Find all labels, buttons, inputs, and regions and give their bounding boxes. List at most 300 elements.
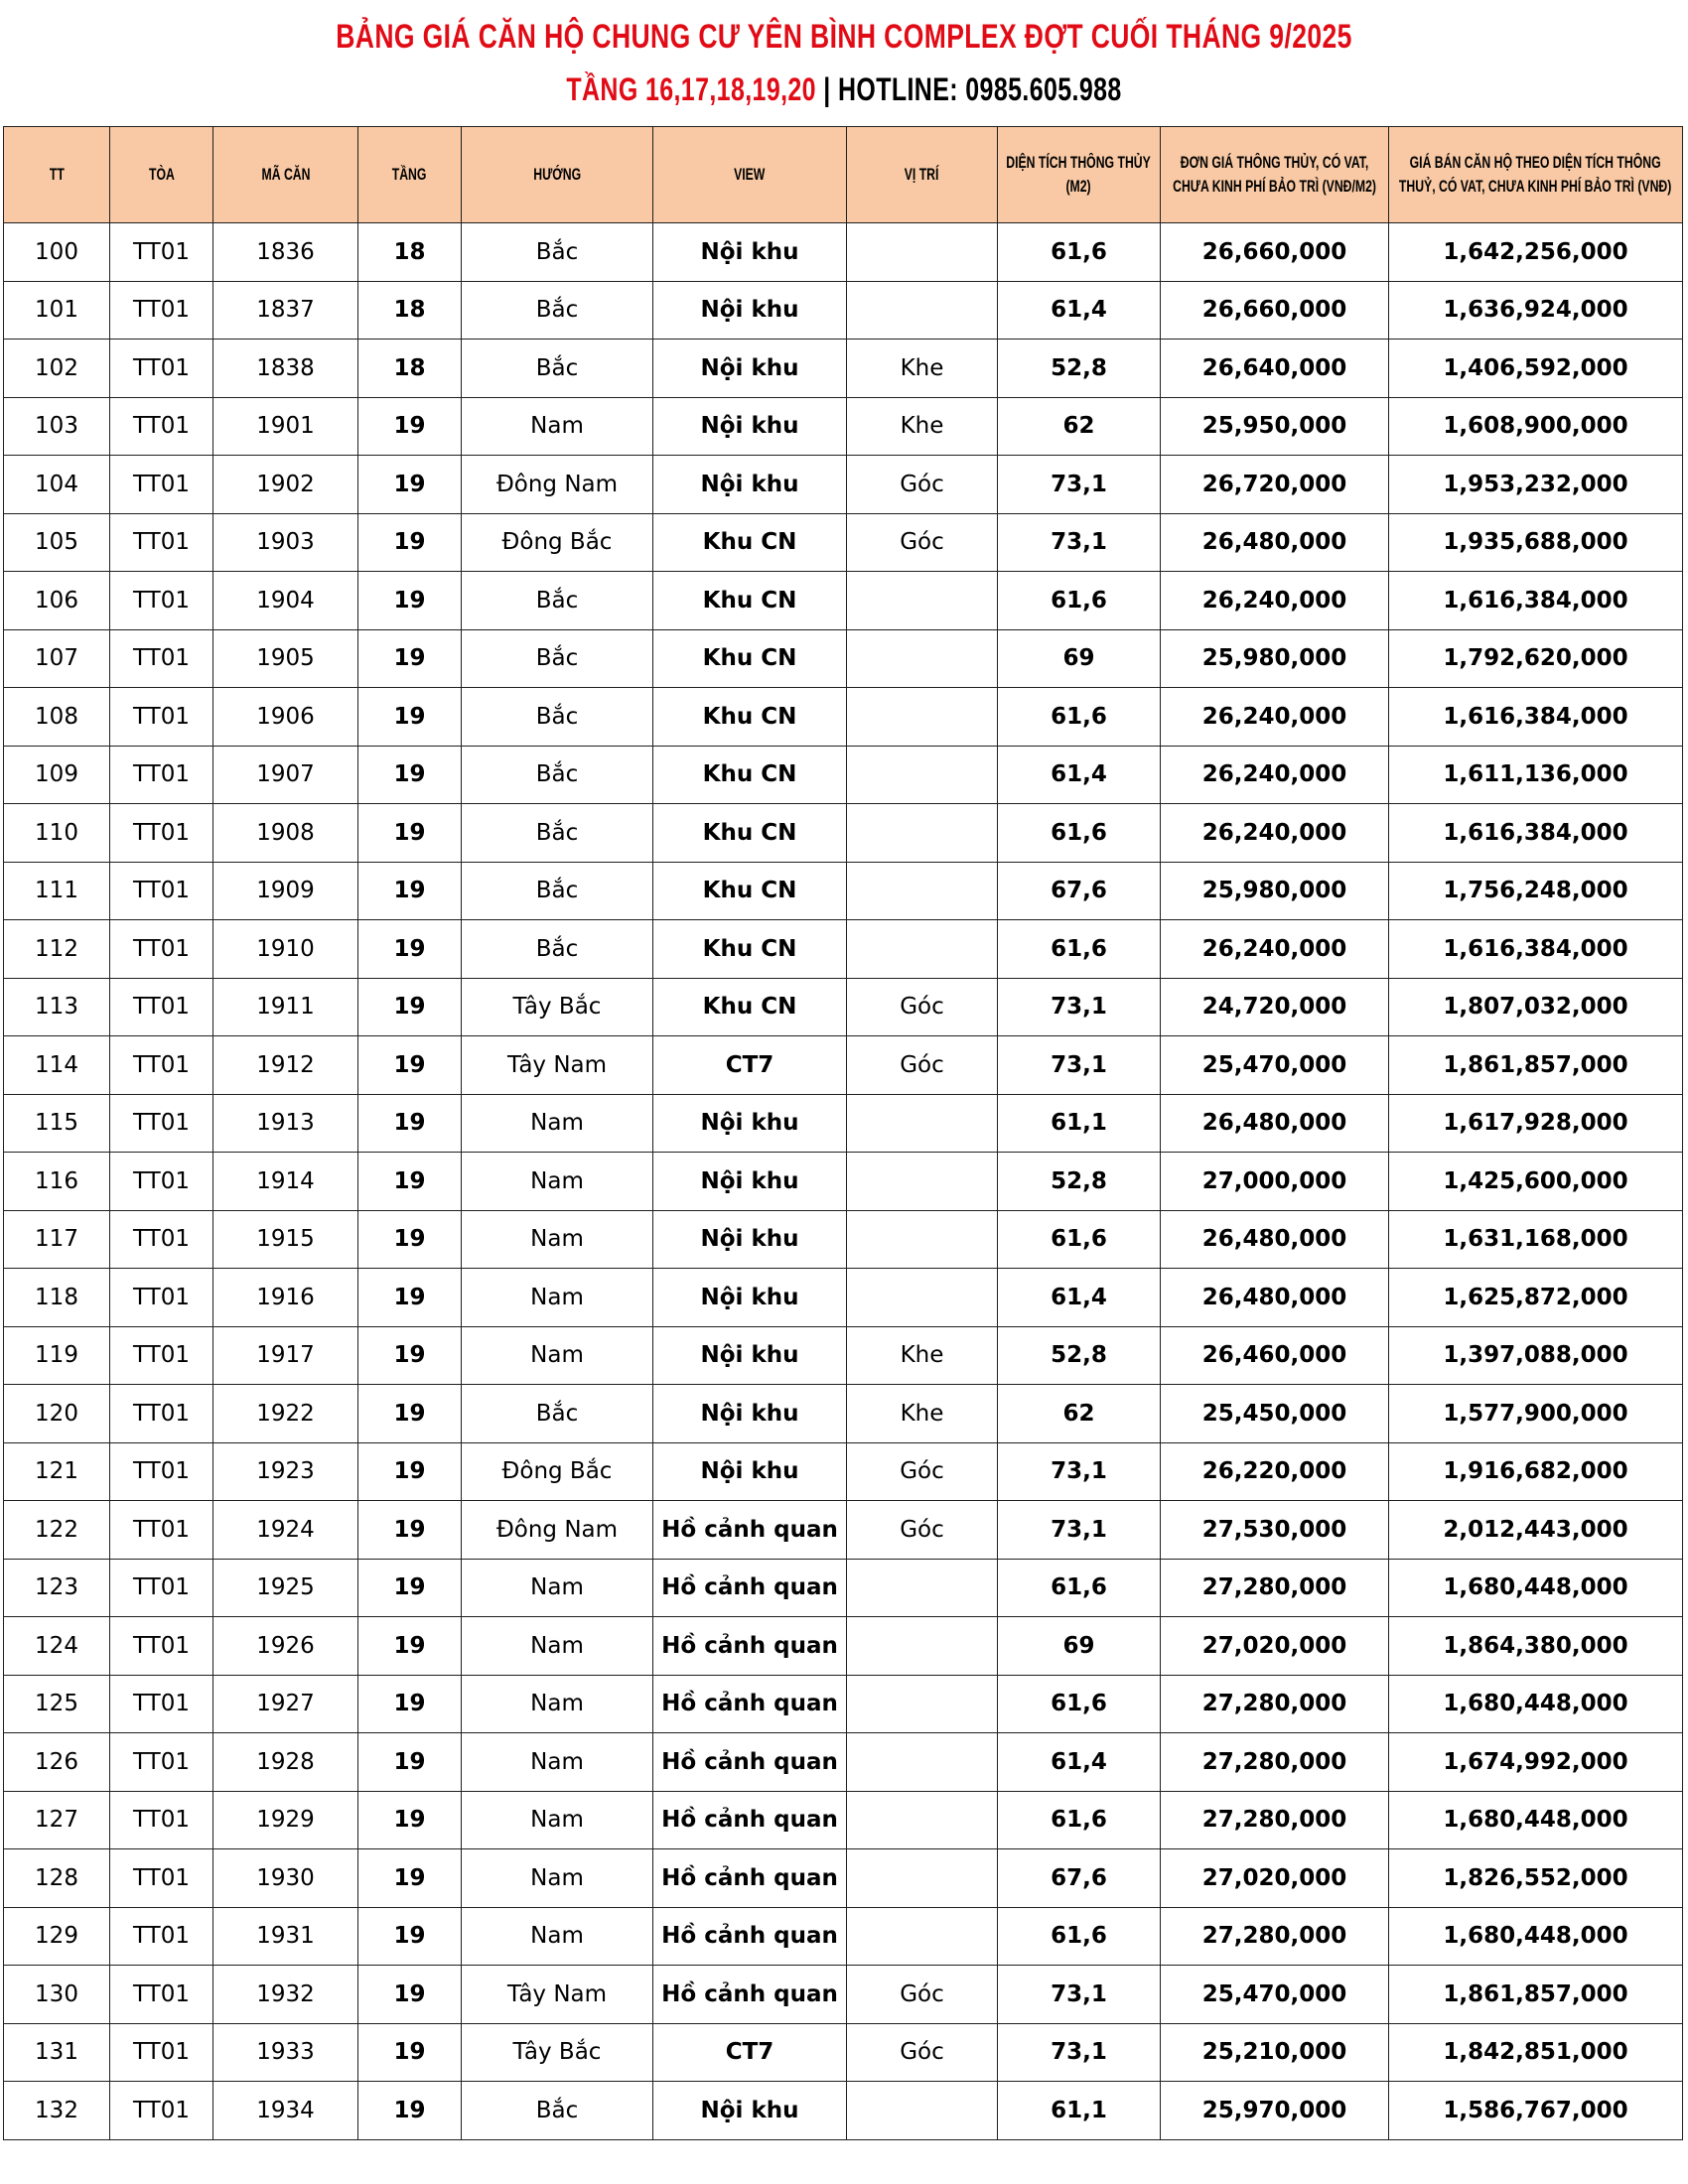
document-subtitle	[186, 71, 1502, 108]
cell-tang: 19	[358, 456, 462, 514]
cell-huong: Bắc	[462, 281, 653, 340]
cell-vi-tri	[847, 862, 998, 920]
cell-view: Nội khu	[653, 281, 847, 340]
cell-gia-ban: 1,953,232,000	[1389, 456, 1683, 514]
cell-dien-tich: 69	[998, 629, 1161, 688]
cell-gia-ban: 1,756,248,000	[1389, 862, 1683, 920]
cell-tt: 130	[4, 1966, 110, 2024]
cell-dien-tich: 73,1	[998, 2023, 1161, 2082]
header-dien-tich: DIỆN TÍCH THÔNG THỦY (M2)	[998, 127, 1161, 223]
cell-view: Hồ cảnh quan	[653, 1907, 847, 1966]
cell-don-gia: 27,280,000	[1161, 1733, 1389, 1792]
cell-huong: Bắc	[462, 920, 653, 979]
cell-dien-tich: 52,8	[998, 340, 1161, 398]
table-row	[4, 1907, 1683, 1966]
cell-ma-can: 1923	[213, 1442, 358, 1501]
cell-tt: 126	[4, 1733, 110, 1792]
cell-don-gia: 26,220,000	[1161, 1442, 1389, 1501]
cell-toa: TT01	[110, 513, 213, 572]
cell-don-gia: 27,280,000	[1161, 1559, 1389, 1617]
cell-vi-tri	[847, 920, 998, 979]
cell-view: Khu CN	[653, 920, 847, 979]
cell-tang: 18	[358, 340, 462, 398]
header-ma-can: MÃ CĂN	[213, 127, 358, 223]
cell-tt: 101	[4, 281, 110, 340]
cell-don-gia: 26,240,000	[1161, 572, 1389, 630]
cell-tang: 19	[358, 862, 462, 920]
header-don-gia: ĐƠN GIÁ THÔNG THỦY, CÓ VAT, CHƯA KINH PHÍ BẢO TRÌ (VNĐ/M2)	[1161, 127, 1389, 223]
cell-huong: Đông Bắc	[462, 513, 653, 572]
cell-tt: 116	[4, 1153, 110, 1211]
cell-toa: TT01	[110, 688, 213, 747]
cell-huong: Tây Bắc	[462, 2023, 653, 2082]
cell-tang: 19	[358, 397, 462, 456]
cell-don-gia: 26,480,000	[1161, 1269, 1389, 1327]
cell-toa: TT01	[110, 1501, 213, 1560]
cell-huong: Tây Bắc	[462, 978, 653, 1036]
cell-vi-tri	[847, 629, 998, 688]
cell-don-gia: 27,530,000	[1161, 1501, 1389, 1560]
cell-huong: Bắc	[462, 1385, 653, 1443]
cell-gia-ban: 1,625,872,000	[1389, 1269, 1683, 1327]
cell-view: Nội khu	[653, 1326, 847, 1385]
cell-gia-ban: 1,842,851,000	[1389, 2023, 1683, 2082]
cell-don-gia: 27,020,000	[1161, 1849, 1389, 1908]
header-tt: TT	[4, 127, 110, 223]
table-row	[4, 223, 1683, 282]
title-separator: |	[823, 71, 831, 107]
cell-don-gia: 26,480,000	[1161, 1210, 1389, 1269]
cell-view: Khu CN	[653, 513, 847, 572]
cell-toa: TT01	[110, 1849, 213, 1908]
cell-gia-ban: 1,864,380,000	[1389, 1617, 1683, 1676]
cell-dien-tich: 61,4	[998, 281, 1161, 340]
cell-huong: Đông Nam	[462, 1501, 653, 1560]
cell-vi-tri	[847, 1849, 998, 1908]
cell-toa: TT01	[110, 1559, 213, 1617]
cell-tt: 117	[4, 1210, 110, 1269]
cell-gia-ban: 1,608,900,000	[1389, 397, 1683, 456]
cell-vi-tri: Khe	[847, 1385, 998, 1443]
cell-gia-ban: 1,674,992,000	[1389, 1733, 1683, 1792]
cell-toa: TT01	[110, 223, 213, 282]
cell-ma-can: 1912	[213, 1036, 358, 1095]
cell-don-gia: 26,480,000	[1161, 1094, 1389, 1153]
table-row	[4, 920, 1683, 979]
cell-vi-tri	[847, 2082, 998, 2140]
cell-huong: Bắc	[462, 804, 653, 863]
cell-tt: 108	[4, 688, 110, 747]
cell-dien-tich: 69	[998, 1617, 1161, 1676]
cell-view: CT7	[653, 1036, 847, 1095]
cell-view: Hồ cảnh quan	[653, 1849, 847, 1908]
cell-tt: 121	[4, 1442, 110, 1501]
table-row	[4, 1442, 1683, 1501]
cell-ma-can: 1925	[213, 1559, 358, 1617]
cell-view: Nội khu	[653, 1094, 847, 1153]
table-row	[4, 688, 1683, 747]
cell-tang: 19	[358, 1675, 462, 1733]
table-row	[4, 629, 1683, 688]
cell-don-gia: 26,460,000	[1161, 1326, 1389, 1385]
cell-gia-ban: 1,792,620,000	[1389, 629, 1683, 688]
cell-ma-can: 1910	[213, 920, 358, 979]
table-row	[4, 746, 1683, 804]
cell-don-gia: 26,480,000	[1161, 513, 1389, 572]
cell-tt: 122	[4, 1501, 110, 1560]
cell-toa: TT01	[110, 1442, 213, 1501]
table-row	[4, 2082, 1683, 2140]
table-body	[4, 223, 1683, 2140]
cell-gia-ban: 1,636,924,000	[1389, 281, 1683, 340]
table-row	[4, 1153, 1683, 1211]
cell-toa: TT01	[110, 1907, 213, 1966]
cell-ma-can: 1928	[213, 1733, 358, 1792]
cell-don-gia: 27,280,000	[1161, 1675, 1389, 1733]
cell-ma-can: 1931	[213, 1907, 358, 1966]
cell-tang: 19	[358, 1907, 462, 1966]
cell-don-gia: 24,720,000	[1161, 978, 1389, 1036]
cell-huong: Tây Nam	[462, 1966, 653, 2024]
cell-ma-can: 1913	[213, 1094, 358, 1153]
cell-don-gia: 25,980,000	[1161, 862, 1389, 920]
cell-view: Hồ cảnh quan	[653, 1733, 847, 1792]
cell-huong: Nam	[462, 1210, 653, 1269]
cell-gia-ban: 1,616,384,000	[1389, 920, 1683, 979]
table-row	[4, 1385, 1683, 1443]
cell-vi-tri	[847, 1733, 998, 1792]
cell-ma-can: 1916	[213, 1269, 358, 1327]
cell-huong: Nam	[462, 1153, 653, 1211]
cell-view: Nội khu	[653, 1210, 847, 1269]
cell-dien-tich: 61,6	[998, 1675, 1161, 1733]
cell-vi-tri: Góc	[847, 456, 998, 514]
cell-tt: 100	[4, 223, 110, 282]
cell-gia-ban: 1,680,448,000	[1389, 1907, 1683, 1966]
cell-don-gia: 26,720,000	[1161, 456, 1389, 514]
table-row	[4, 1966, 1683, 2024]
cell-vi-tri: Góc	[847, 2023, 998, 2082]
cell-tt: 127	[4, 1791, 110, 1849]
cell-dien-tich: 62	[998, 1385, 1161, 1443]
cell-huong: Nam	[462, 1559, 653, 1617]
cell-tt: 120	[4, 1385, 110, 1443]
cell-dien-tich: 62	[998, 397, 1161, 456]
cell-tt: 129	[4, 1907, 110, 1966]
table-row	[4, 456, 1683, 514]
cell-gia-ban: 1,807,032,000	[1389, 978, 1683, 1036]
table-row	[4, 1326, 1683, 1385]
cell-gia-ban: 1,680,448,000	[1389, 1791, 1683, 1849]
table-row	[4, 281, 1683, 340]
cell-ma-can: 1836	[213, 223, 358, 282]
cell-huong: Nam	[462, 1733, 653, 1792]
cell-vi-tri: Góc	[847, 1501, 998, 1560]
cell-toa: TT01	[110, 1210, 213, 1269]
cell-toa: TT01	[110, 1791, 213, 1849]
table-row	[4, 1501, 1683, 1560]
cell-huong: Bắc	[462, 688, 653, 747]
cell-tang: 19	[358, 2082, 462, 2140]
cell-ma-can: 1934	[213, 2082, 358, 2140]
cell-gia-ban: 1,611,136,000	[1389, 746, 1683, 804]
cell-tang: 19	[358, 513, 462, 572]
cell-dien-tich: 61,1	[998, 1094, 1161, 1153]
cell-gia-ban: 1,617,928,000	[1389, 1094, 1683, 1153]
cell-huong: Nam	[462, 1907, 653, 1966]
cell-view: Khu CN	[653, 746, 847, 804]
cell-toa: TT01	[110, 2082, 213, 2140]
table-row	[4, 2023, 1683, 2082]
cell-gia-ban: 1,586,767,000	[1389, 2082, 1683, 2140]
cell-ma-can: 1903	[213, 513, 358, 572]
cell-ma-can: 1908	[213, 804, 358, 863]
cell-vi-tri	[847, 804, 998, 863]
cell-gia-ban: 1,425,600,000	[1389, 1153, 1683, 1211]
cell-tt: 123	[4, 1559, 110, 1617]
cell-ma-can: 1914	[213, 1153, 358, 1211]
cell-vi-tri	[847, 1675, 998, 1733]
cell-tang: 19	[358, 804, 462, 863]
cell-tang: 18	[358, 223, 462, 282]
header-view: VIEW	[653, 127, 847, 223]
cell-huong: Nam	[462, 1269, 653, 1327]
cell-view: Hồ cảnh quan	[653, 1501, 847, 1560]
cell-dien-tich: 61,6	[998, 1907, 1161, 1966]
cell-toa: TT01	[110, 1036, 213, 1095]
cell-vi-tri: Góc	[847, 978, 998, 1036]
cell-vi-tri	[847, 572, 998, 630]
cell-don-gia: 25,980,000	[1161, 629, 1389, 688]
cell-toa: TT01	[110, 1617, 213, 1676]
cell-tang: 19	[358, 1153, 462, 1211]
cell-huong: Đông Nam	[462, 456, 653, 514]
cell-tang: 19	[358, 2023, 462, 2082]
cell-toa: TT01	[110, 920, 213, 979]
cell-don-gia: 25,970,000	[1161, 2082, 1389, 2140]
cell-tang: 19	[358, 629, 462, 688]
cell-dien-tich: 61,6	[998, 572, 1161, 630]
cell-view: Hồ cảnh quan	[653, 1966, 847, 2024]
cell-view: Nội khu	[653, 1153, 847, 1211]
cell-gia-ban: 1,631,168,000	[1389, 1210, 1683, 1269]
cell-gia-ban: 1,406,592,000	[1389, 340, 1683, 398]
cell-tt: 132	[4, 2082, 110, 2140]
cell-ma-can: 1930	[213, 1849, 358, 1908]
cell-vi-tri	[847, 1559, 998, 1617]
cell-toa: TT01	[110, 1733, 213, 1792]
cell-ma-can: 1838	[213, 340, 358, 398]
cell-dien-tich: 73,1	[998, 1966, 1161, 2024]
table-row	[4, 340, 1683, 398]
cell-huong: Bắc	[462, 340, 653, 398]
cell-don-gia: 25,950,000	[1161, 397, 1389, 456]
cell-dien-tich: 52,8	[998, 1153, 1161, 1211]
cell-toa: TT01	[110, 281, 213, 340]
cell-tang: 19	[358, 1966, 462, 2024]
cell-toa: TT01	[110, 1094, 213, 1153]
table-row	[4, 1036, 1683, 1095]
cell-dien-tich: 73,1	[998, 513, 1161, 572]
cell-vi-tri	[847, 223, 998, 282]
cell-view: Nội khu	[653, 340, 847, 398]
cell-tt: 109	[4, 746, 110, 804]
cell-dien-tich: 61,1	[998, 2082, 1161, 2140]
cell-ma-can: 1837	[213, 281, 358, 340]
cell-don-gia: 26,640,000	[1161, 340, 1389, 398]
cell-view: Khu CN	[653, 572, 847, 630]
cell-tang: 19	[358, 1501, 462, 1560]
cell-view: Hồ cảnh quan	[653, 1675, 847, 1733]
cell-tt: 124	[4, 1617, 110, 1676]
cell-tt: 119	[4, 1326, 110, 1385]
cell-gia-ban: 1,916,682,000	[1389, 1442, 1683, 1501]
cell-tang: 19	[358, 1791, 462, 1849]
table-row	[4, 804, 1683, 863]
cell-huong: Bắc	[462, 223, 653, 282]
cell-tang: 19	[358, 1617, 462, 1676]
cell-toa: TT01	[110, 2023, 213, 2082]
cell-huong: Tây Nam	[462, 1036, 653, 1095]
cell-dien-tich: 73,1	[998, 1501, 1161, 1560]
cell-vi-tri	[847, 688, 998, 747]
cell-toa: TT01	[110, 629, 213, 688]
cell-tt: 131	[4, 2023, 110, 2082]
cell-vi-tri	[847, 281, 998, 340]
cell-gia-ban: 1,616,384,000	[1389, 688, 1683, 747]
cell-tang: 19	[358, 1094, 462, 1153]
cell-vi-tri: Góc	[847, 1442, 998, 1501]
cell-vi-tri	[847, 1269, 998, 1327]
cell-view: Hồ cảnh quan	[653, 1559, 847, 1617]
cell-ma-can: 1902	[213, 456, 358, 514]
cell-view: Nội khu	[653, 223, 847, 282]
cell-view: Khu CN	[653, 978, 847, 1036]
cell-tang: 19	[358, 1269, 462, 1327]
cell-tt: 105	[4, 513, 110, 572]
cell-ma-can: 1922	[213, 1385, 358, 1443]
cell-huong: Nam	[462, 1326, 653, 1385]
table-row	[4, 1559, 1683, 1617]
cell-ma-can: 1909	[213, 862, 358, 920]
cell-gia-ban: 1,861,857,000	[1389, 1036, 1683, 1095]
cell-ma-can: 1917	[213, 1326, 358, 1385]
cell-tang: 19	[358, 1210, 462, 1269]
cell-vi-tri	[847, 1907, 998, 1966]
cell-view: Khu CN	[653, 629, 847, 688]
cell-tt: 107	[4, 629, 110, 688]
cell-toa: TT01	[110, 1153, 213, 1211]
table-row	[4, 1617, 1683, 1676]
cell-view: CT7	[653, 2023, 847, 2082]
cell-don-gia: 25,450,000	[1161, 1385, 1389, 1443]
header-huong: HƯỚNG	[462, 127, 653, 223]
cell-huong: Bắc	[462, 862, 653, 920]
cell-vi-tri: Khe	[847, 1326, 998, 1385]
header-gia-ban: GIÁ BÁN CĂN HỘ THEO DIỆN TÍCH THÔNG THUỶ, CÓ VAT, CHƯA KINH PHÍ BẢO TRÌ (VNĐ)	[1389, 127, 1683, 223]
table-row	[4, 572, 1683, 630]
cell-gia-ban: 1,680,448,000	[1389, 1559, 1683, 1617]
cell-tang: 19	[358, 1036, 462, 1095]
cell-ma-can: 1926	[213, 1617, 358, 1676]
header-toa: TÒA	[110, 127, 213, 223]
cell-toa: TT01	[110, 1326, 213, 1385]
cell-huong: Nam	[462, 397, 653, 456]
cell-view: Nội khu	[653, 1442, 847, 1501]
cell-gia-ban: 1,577,900,000	[1389, 1385, 1683, 1443]
cell-don-gia: 25,210,000	[1161, 2023, 1389, 2082]
cell-ma-can: 1932	[213, 1966, 358, 2024]
cell-gia-ban: 1,642,256,000	[1389, 223, 1683, 282]
cell-tt: 115	[4, 1094, 110, 1153]
cell-huong: Nam	[462, 1675, 653, 1733]
cell-huong: Bắc	[462, 629, 653, 688]
cell-don-gia: 26,240,000	[1161, 804, 1389, 863]
cell-dien-tich: 61,4	[998, 1733, 1161, 1792]
cell-view: Nội khu	[653, 1269, 847, 1327]
cell-gia-ban: 1,397,088,000	[1389, 1326, 1683, 1385]
cell-huong: Bắc	[462, 2082, 653, 2140]
cell-tt: 114	[4, 1036, 110, 1095]
table-row	[4, 1675, 1683, 1733]
cell-tt: 110	[4, 804, 110, 863]
cell-dien-tich: 73,1	[998, 1036, 1161, 1095]
cell-vi-tri: Góc	[847, 513, 998, 572]
cell-dien-tich: 61,6	[998, 1210, 1161, 1269]
cell-tang: 19	[358, 572, 462, 630]
cell-view: Khu CN	[653, 804, 847, 863]
cell-view: Nội khu	[653, 456, 847, 514]
cell-dien-tich: 61,4	[998, 1269, 1161, 1327]
price-table	[3, 126, 1683, 2140]
cell-tt: 128	[4, 1849, 110, 1908]
cell-view: Hồ cảnh quan	[653, 1617, 847, 1676]
cell-vi-tri: Khe	[847, 340, 998, 398]
cell-don-gia: 27,000,000	[1161, 1153, 1389, 1211]
cell-ma-can: 1901	[213, 397, 358, 456]
cell-tang: 19	[358, 1849, 462, 1908]
cell-tang: 19	[358, 1559, 462, 1617]
cell-tang: 19	[358, 978, 462, 1036]
cell-huong: Nam	[462, 1617, 653, 1676]
cell-toa: TT01	[110, 1385, 213, 1443]
cell-toa: TT01	[110, 746, 213, 804]
cell-vi-tri	[847, 746, 998, 804]
cell-tang: 19	[358, 1385, 462, 1443]
floors-label: TẦNG 16,17,18,19,20	[566, 71, 816, 107]
cell-vi-tri	[847, 1210, 998, 1269]
cell-don-gia: 25,470,000	[1161, 1966, 1389, 2024]
cell-don-gia: 27,020,000	[1161, 1617, 1389, 1676]
cell-vi-tri	[847, 1094, 998, 1153]
table-row	[4, 1094, 1683, 1153]
cell-ma-can: 1907	[213, 746, 358, 804]
cell-don-gia: 26,240,000	[1161, 688, 1389, 747]
cell-vi-tri: Khe	[847, 397, 998, 456]
cell-tang: 19	[358, 1733, 462, 1792]
table-row	[4, 978, 1683, 1036]
cell-ma-can: 1927	[213, 1675, 358, 1733]
cell-ma-can: 1933	[213, 2023, 358, 2082]
cell-view: Hồ cảnh quan	[653, 1791, 847, 1849]
cell-don-gia: 27,280,000	[1161, 1791, 1389, 1849]
document-title: BẢNG GIÁ CĂN HỘ CHUNG CƯ YÊN BÌNH COMPLEX ĐỢT CUỐI THÁNG 9/2025	[336, 18, 1352, 56]
cell-toa: TT01	[110, 456, 213, 514]
cell-tt: 112	[4, 920, 110, 979]
cell-ma-can: 1924	[213, 1501, 358, 1560]
cell-huong: Nam	[462, 1849, 653, 1908]
table-row	[4, 1849, 1683, 1908]
